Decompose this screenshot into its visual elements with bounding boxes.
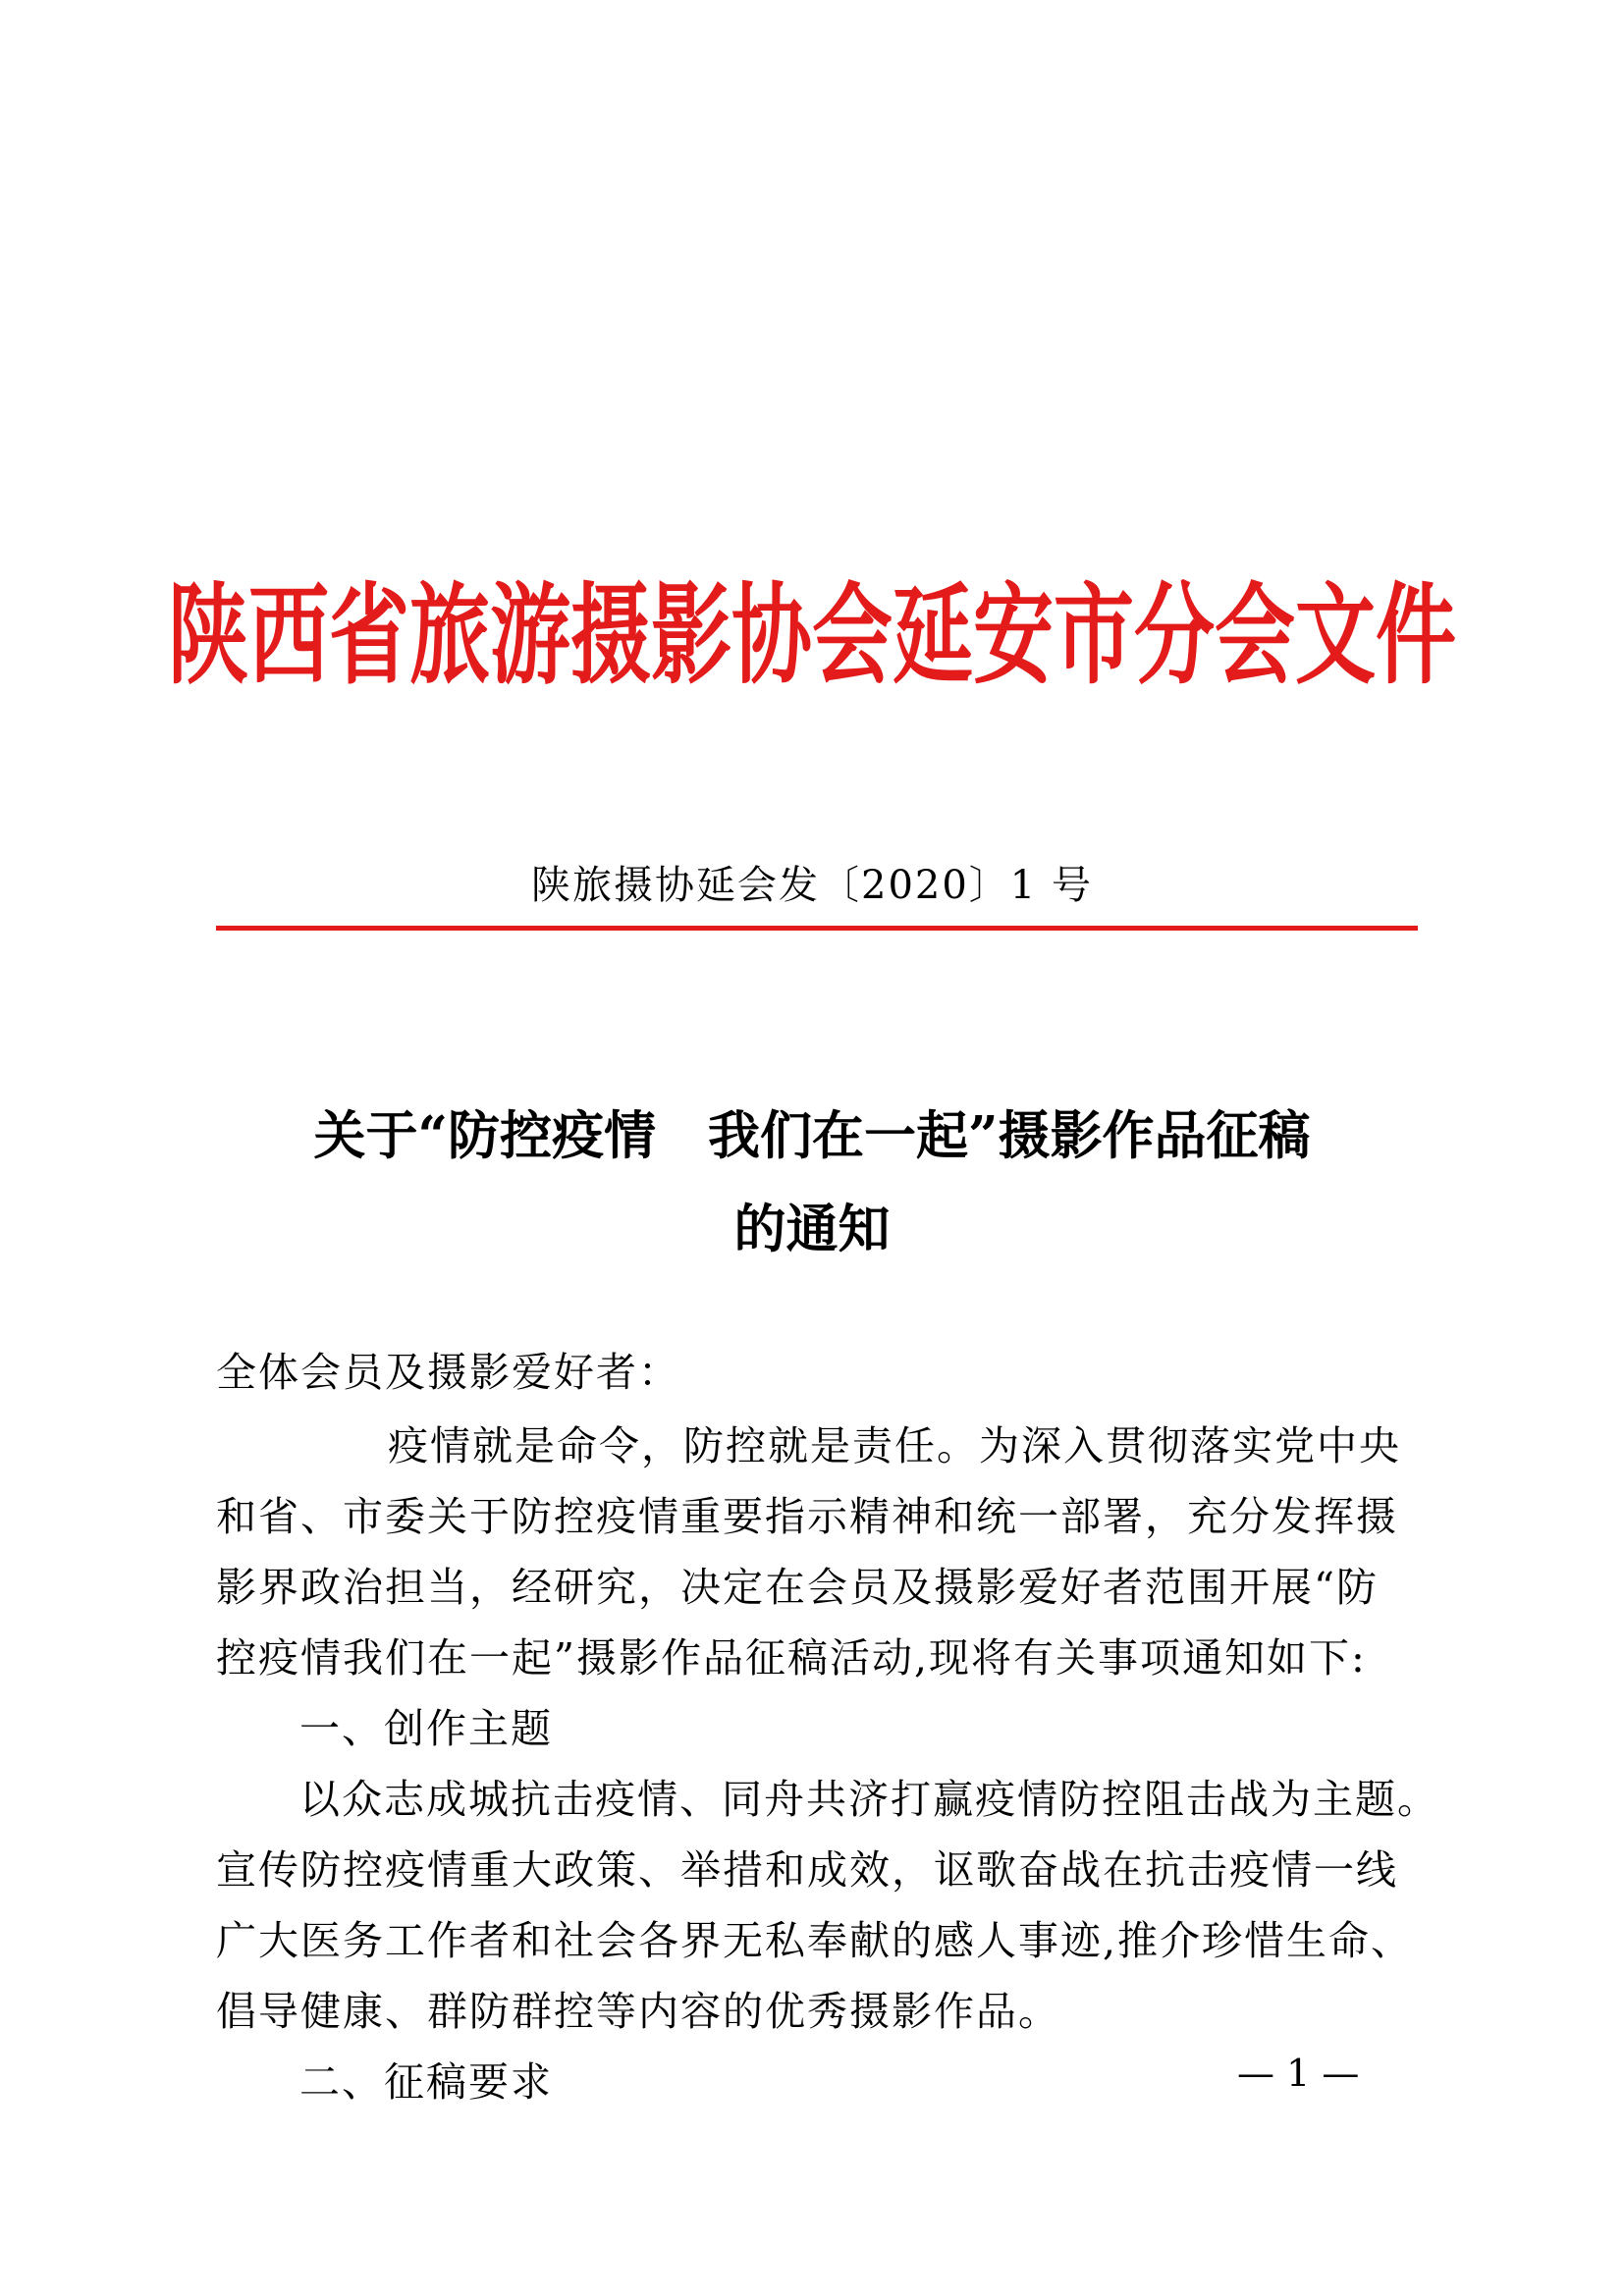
paragraph-1-line-4: 控疫情我们在一起”摄影作品征稿活动,现将有关事项通知如下: (216, 1634, 1367, 1682)
issuer-title: 陕西省旅游摄影协会延安市分会文件 (167, 571, 1456, 700)
notice-title-line-1: 关于“防控疫情 我们在一起”摄影作品征稿 (313, 1105, 1311, 1166)
salutation: 全体会员及摄影爱好者： (216, 1349, 680, 1396)
paragraph-2-line-3: 广大医务工作者和社会各界无私奉献的感人事迹,推介珍惜生命、 (216, 1917, 1414, 1964)
paragraph-1-line-3: 影界政治担当，经研究，决定在会员及摄影爱好者范围开展“防 (216, 1564, 1379, 1611)
document-number: 陕旅摄协延会发〔2020〕1 号 (531, 863, 1093, 908)
section-heading-1: 一、创作主题 (299, 1705, 553, 1752)
paragraph-2-line-4: 倡导健康、群防群控等内容的优秀摄影作品。 (216, 1988, 1060, 2035)
section-heading-2: 二、征稿要求 (299, 2058, 553, 2106)
notice-title-line-2: 的通知 (733, 1199, 891, 1259)
paragraph-2-line-1: 以众志成城抗击疫情、同舟共济打赢疫情防控阻击战为主题。 (299, 1776, 1439, 1823)
paragraph-1-line-1: 疫情就是命令，防控就是责任。为深入贯彻落实党中央 (388, 1422, 1401, 1469)
paragraph-1-line-2: 和省、市委关于防控疫情重要指示精神和统一部署，充分发挥摄 (216, 1493, 1398, 1540)
paragraph-2-line-2: 宣传防控疫情重大政策、举措和成效，讴歌奋战在抗击疫情一线 (216, 1846, 1398, 1894)
page-number: — 1 — (1237, 2052, 1360, 2095)
red-divider-line (216, 926, 1418, 931)
